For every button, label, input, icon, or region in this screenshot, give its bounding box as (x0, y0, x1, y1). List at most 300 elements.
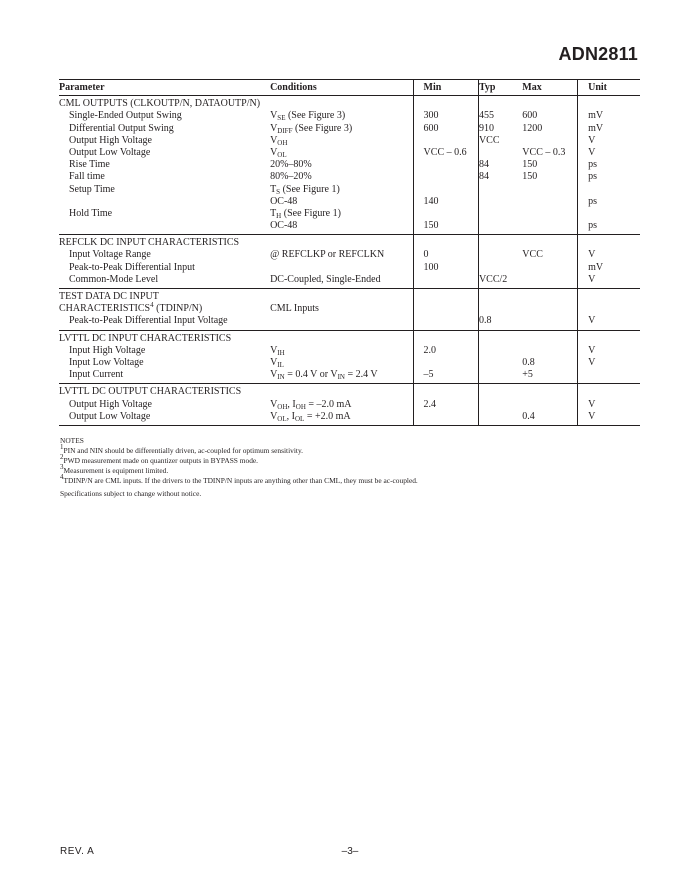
table-section (59, 330, 640, 384)
col-header-max: Max (522, 80, 577, 96)
col-header-min: Min (413, 80, 478, 96)
typ-value (479, 345, 522, 357)
typ-value (479, 369, 522, 381)
unit-value (588, 345, 640, 357)
section-title-text: LVTTL DC OUTPUT CHARACTERISTICS (59, 386, 242, 398)
param-text: Input Current (69, 369, 124, 381)
unit-value (588, 357, 640, 369)
note-text: TDINP/N are CML inputs. If the drivers to the TDINP/N inputs are anything other than CML, they must be ac-coupled. (63, 476, 418, 485)
note-number: 2 (60, 453, 64, 461)
typ-value (479, 184, 522, 196)
typ-text: 84 (478, 171, 489, 183)
note-text: PWD measurement made on quantizer outputs in BYPASS mode. (63, 456, 259, 465)
unit-text: V (588, 273, 596, 285)
min-cell (413, 289, 478, 331)
param-name (59, 184, 260, 196)
note-item (60, 473, 418, 486)
spacer (424, 98, 478, 110)
section-title-text: LVTTL DC INPUT CHARACTERISTICS (59, 332, 232, 344)
spec-table (59, 79, 640, 426)
section-title-text: CML OUTPUTS (CLKOUTP/N, DATAOUTP/N) (59, 98, 261, 110)
param-name (59, 110, 260, 122)
unit-cell (578, 384, 640, 426)
subscript: OL (277, 150, 287, 159)
footnote-ref: 4 (150, 301, 154, 310)
unit-text: V (588, 356, 596, 368)
spacer (270, 386, 412, 398)
condition-text: V (270, 344, 278, 356)
spacer (522, 303, 577, 315)
condition-text: (See Figure 1) (280, 183, 340, 195)
min-value (424, 274, 478, 286)
spacer (522, 291, 577, 303)
unit-value (588, 147, 640, 159)
condition-text: OC-48 (270, 220, 298, 232)
typ-value (479, 147, 522, 159)
max-text: 0.4 (522, 410, 535, 422)
condition-text: V (270, 134, 278, 146)
max-value (522, 357, 577, 369)
conditions-cell (260, 330, 413, 384)
unit-value (588, 249, 640, 261)
typ-text: 910 (478, 122, 494, 134)
min-value (424, 262, 478, 274)
unit-text: V (588, 344, 596, 356)
param-name (59, 262, 260, 274)
revision-label: REV. A (60, 846, 95, 857)
param-name (59, 411, 260, 423)
unit-value (588, 411, 640, 423)
unit-value (588, 274, 640, 286)
unit-value (588, 196, 640, 208)
condition-text: , I (287, 398, 296, 410)
spacer (424, 333, 478, 345)
typ-text: VCC/2 (478, 273, 508, 285)
unit-text: ps (588, 171, 598, 183)
min-text: VCC – 0.6 (423, 146, 467, 158)
spacer (424, 386, 478, 398)
param-name (59, 123, 260, 135)
subscript: OL (294, 414, 305, 423)
max-value (522, 110, 577, 122)
condition (270, 345, 412, 357)
notes-list (60, 443, 418, 486)
min-value (424, 399, 478, 411)
unit-text: ps (588, 195, 598, 207)
unit-text: mV (588, 261, 604, 273)
typ-value (479, 123, 522, 135)
max-value (522, 220, 577, 232)
spacer (588, 98, 640, 110)
condition-text: (See Figure 3) (285, 110, 346, 122)
max-text: 150 (522, 159, 538, 171)
unit-value (588, 220, 640, 232)
typ-value (479, 159, 522, 171)
subscript: H (276, 211, 282, 220)
condition (270, 411, 412, 423)
param-name (59, 315, 260, 327)
section-title-text: CHARACTERISTICS (59, 303, 151, 315)
spacer (588, 237, 640, 249)
condition-text: = 2.4 V (344, 369, 378, 381)
typ-text: 84 (478, 159, 489, 171)
unit-text: V (588, 410, 596, 422)
min-value (424, 357, 478, 369)
condition (270, 196, 412, 208)
typ-text: 0.8 (478, 315, 492, 327)
typ-value (479, 399, 522, 411)
min-value (424, 196, 478, 208)
note-number: 3 (60, 463, 64, 471)
page-number: –3– (341, 846, 359, 857)
condition-text: OC-48 (270, 195, 298, 207)
param-name (59, 249, 260, 261)
min-value (424, 135, 478, 147)
unit-text: mV (588, 110, 604, 122)
max-cell (522, 330, 577, 384)
max-value (522, 411, 577, 423)
unit-value (588, 262, 640, 274)
max-value (522, 249, 577, 261)
param-text: Rise Time (69, 159, 110, 171)
subscript: IN (337, 373, 345, 382)
unit-value (588, 135, 640, 147)
param-name (59, 171, 260, 183)
note-item (60, 443, 418, 456)
condition-text: = –2.0 mA (305, 398, 352, 410)
min-value (424, 171, 478, 183)
typ-value (479, 110, 522, 122)
spacer (479, 386, 522, 398)
section-title-text: (TDINP/N) (153, 303, 203, 315)
param-name (59, 399, 260, 411)
spacer (479, 237, 522, 249)
note-number: 1 (60, 443, 64, 451)
min-text: 300 (423, 110, 439, 122)
condition (270, 123, 412, 135)
max-cell (522, 96, 577, 235)
subscript: OH (277, 402, 288, 411)
condition-text: V (270, 410, 278, 422)
param-name (59, 357, 260, 369)
section-title-line2 (59, 303, 260, 315)
note-number: 4 (60, 473, 64, 481)
condition (270, 274, 412, 286)
subscript: OL (277, 414, 287, 423)
table-section (59, 235, 640, 289)
typ-cell (478, 96, 522, 235)
condition-text: V (270, 146, 278, 158)
param-text: Input Voltage Range (69, 249, 151, 261)
spacer (522, 237, 577, 249)
max-value (522, 399, 577, 411)
section-title-text: TEST DATA DC INPUT (59, 291, 159, 303)
condition (270, 110, 412, 122)
typ-cell (478, 330, 522, 384)
unit-cell (578, 235, 640, 289)
condition-text: V (270, 110, 278, 122)
param-text: Single-Ended Output Swing (69, 110, 182, 122)
min-value (424, 184, 478, 196)
condition-text: (See Figure 1) (281, 207, 341, 219)
subscript: IL (277, 360, 284, 369)
min-text: 140 (423, 195, 439, 207)
condition-text: V (270, 356, 278, 368)
unit-value (588, 184, 640, 196)
section-title (59, 386, 260, 398)
param-name (59, 147, 260, 159)
param-cell (59, 235, 260, 289)
max-value (522, 184, 577, 196)
min-value (424, 159, 478, 171)
max-value (522, 369, 577, 381)
subscript: S (276, 187, 281, 196)
min-value (424, 147, 478, 159)
unit-text: V (588, 134, 596, 146)
condition-text: 80%–20% (270, 171, 312, 183)
max-text: 0.8 (522, 356, 535, 368)
max-value (522, 274, 577, 286)
param-name (59, 220, 260, 232)
conditions-cell (260, 289, 413, 331)
min-value (424, 249, 478, 261)
unit-value (588, 315, 640, 327)
min-value (424, 110, 478, 122)
min-cell (413, 384, 478, 426)
typ-value (479, 135, 522, 147)
condition-text: @ REFCLKP or REFCLKN (270, 249, 385, 261)
condition-text: = 0.4 V or V (284, 369, 338, 381)
condition (270, 399, 412, 411)
col-header-conditions: Conditions (260, 80, 413, 96)
param-text: Differential Output Swing (69, 122, 174, 134)
condition-text: (See Figure 3) (292, 122, 353, 134)
condition-text: 20%–80% (270, 159, 312, 171)
param-name (59, 135, 260, 147)
param-text: Input High Voltage (69, 344, 146, 356)
unit-text: V (588, 146, 596, 158)
unit-cell (578, 96, 640, 235)
section-title (59, 291, 260, 303)
typ-value (479, 220, 522, 232)
note-text: PIN and NIN should be differentially driven, ac-coupled for optimum sensitivity. (63, 446, 304, 455)
section-condition (270, 303, 412, 315)
param-name (59, 274, 260, 286)
note-item (60, 453, 418, 466)
condition (270, 135, 412, 147)
condition (270, 369, 412, 381)
max-value (522, 147, 577, 159)
spacer (424, 237, 478, 249)
param-text: Output High Voltage (69, 134, 152, 146)
typ-text: VCC (478, 134, 500, 146)
max-cell (522, 289, 577, 331)
param-cell (59, 384, 260, 426)
condition (270, 147, 412, 159)
typ-value (479, 249, 522, 261)
subscript: DIFF (277, 126, 293, 135)
table-header-row (59, 80, 640, 96)
min-text: –5 (423, 369, 434, 381)
param-name (59, 345, 260, 357)
subscript: IH (277, 348, 285, 357)
subscript: OH (277, 138, 288, 147)
spacer (588, 291, 640, 303)
condition (270, 262, 412, 274)
param-text: Output Low Voltage (69, 146, 151, 158)
col-header-typ: Typ (478, 80, 522, 96)
disclaimer: Specifications subject to change without notice. (60, 489, 202, 498)
condition (270, 249, 412, 261)
condition-text: V (270, 122, 278, 134)
typ-value (479, 262, 522, 274)
unit-text: V (588, 249, 596, 261)
param-name (59, 369, 260, 381)
condition-text: V (270, 398, 278, 410)
min-text: 0 (423, 249, 429, 261)
max-text: 1200 (522, 122, 543, 134)
subscript: OH (295, 402, 306, 411)
min-cell (413, 96, 478, 235)
param-text: Setup Time (69, 183, 115, 195)
notes (60, 436, 418, 499)
param-text: Output High Voltage (69, 398, 152, 410)
param-cell (59, 96, 260, 235)
min-text: 100 (423, 261, 439, 273)
condition (270, 315, 412, 327)
typ-value (479, 357, 522, 369)
typ-cell (478, 289, 522, 331)
param-cell (59, 289, 260, 331)
condition-text: T (270, 183, 277, 195)
spacer (424, 303, 478, 315)
unit-text: V (588, 315, 596, 327)
subscript: SE (277, 114, 286, 123)
note-text: Measurement is equipment limited. (63, 466, 169, 475)
param-name (59, 208, 260, 220)
condition-text: , I (286, 410, 295, 422)
unit-text: ps (588, 159, 598, 171)
param-text: Peak-to-Peak Differential Input Voltage (69, 315, 228, 327)
max-value (522, 171, 577, 183)
unit-cell (578, 289, 640, 331)
spacer (588, 303, 640, 315)
param-text: Output Low Voltage (69, 410, 151, 422)
spacer (479, 98, 522, 110)
min-value (424, 345, 478, 357)
max-text: +5 (522, 369, 533, 381)
note-item (60, 463, 418, 476)
spacer (479, 291, 522, 303)
min-value (424, 220, 478, 232)
typ-cell (478, 235, 522, 289)
min-text: 150 (423, 220, 439, 232)
section-title (59, 98, 260, 110)
unit-text: ps (588, 220, 598, 232)
unit-cell (578, 330, 640, 384)
unit-text: mV (588, 122, 604, 134)
conditions-cell (260, 235, 413, 289)
table-section (59, 384, 640, 426)
param-text: Common-Mode Level (69, 273, 159, 285)
max-value (522, 196, 577, 208)
typ-value (479, 315, 522, 327)
typ-value (479, 411, 522, 423)
spacer (424, 291, 478, 303)
section-title-text: REFCLK DC INPUT CHARACTERISTICS (59, 237, 240, 249)
spacer (588, 386, 640, 398)
min-value (424, 411, 478, 423)
table-section (59, 96, 640, 235)
min-value (424, 315, 478, 327)
max-cell (522, 384, 577, 426)
unit-value (588, 159, 640, 171)
table-section (59, 289, 640, 331)
spacer (270, 333, 412, 345)
unit-value (588, 208, 640, 220)
col-header-parameter: Parameter (59, 80, 260, 96)
max-value (522, 262, 577, 274)
max-text: VCC (522, 249, 543, 261)
min-value (424, 369, 478, 381)
max-value (522, 208, 577, 220)
condition (270, 357, 412, 369)
min-text: 2.4 (423, 398, 437, 410)
col-header-unit: Unit (578, 80, 640, 96)
document-title: ADN2811 (558, 44, 638, 64)
unit-value (588, 399, 640, 411)
min-value (424, 123, 478, 135)
spacer (270, 98, 412, 110)
conditions-cell (260, 96, 413, 235)
max-value (522, 315, 577, 327)
unit-value (588, 110, 640, 122)
param-cell (59, 330, 260, 384)
param-text: Fall time (69, 171, 105, 183)
spacer (522, 333, 577, 345)
condition (270, 184, 412, 196)
min-cell (413, 235, 478, 289)
unit-text: V (588, 398, 596, 410)
condition (270, 220, 412, 232)
min-value (424, 208, 478, 220)
condition-text: V (270, 369, 278, 381)
condition-text: DC-Coupled, Single-Ended (270, 273, 381, 285)
spacer (522, 98, 577, 110)
unit-value (588, 171, 640, 183)
condition (270, 159, 412, 171)
max-text: VCC – 0.3 (522, 146, 566, 158)
section-title (59, 237, 260, 249)
max-cell (522, 235, 577, 289)
spacer (522, 386, 577, 398)
condition-text: T (270, 207, 277, 219)
param-name (59, 196, 260, 208)
typ-value (479, 274, 522, 286)
param-text: Input Low Voltage (69, 356, 144, 368)
max-value (522, 123, 577, 135)
conditions-cell (260, 384, 413, 426)
typ-value (479, 208, 522, 220)
min-text: 2.0 (423, 344, 437, 356)
condition-text: CML Inputs (270, 303, 319, 315)
condition-text: = +2.0 mA (304, 410, 351, 422)
param-name (59, 159, 260, 171)
max-value (522, 345, 577, 357)
section-title (59, 333, 260, 345)
condition (270, 171, 412, 183)
spacer (270, 237, 412, 249)
